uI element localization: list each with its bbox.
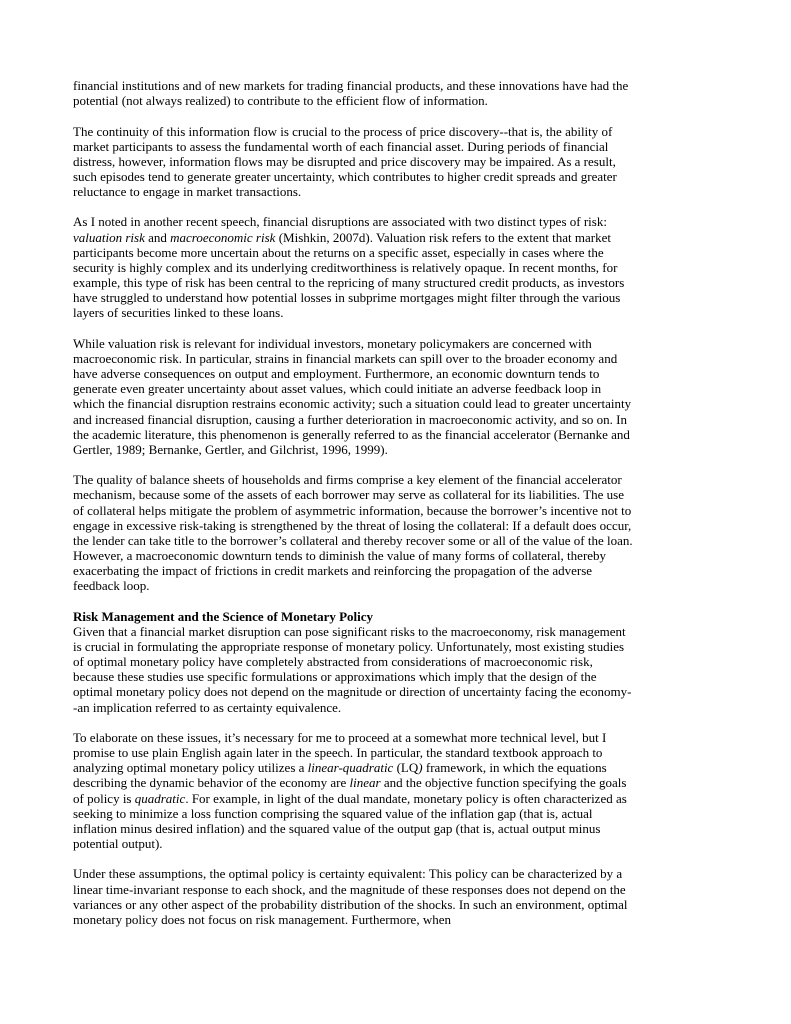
text-run: and the objective function specifying the goals of policy is	[73, 775, 627, 806]
paragraph-5: The quality of balance sheets of households and firms comprise a key element of the financial accelerator mechanism, because some of the assets of each borrower may serve as collateral for its liabilities. The use of collateral helps mitigate the problem of asymmetric information, because the borrower’s incentive not to engage in excessive risk-taking is strengthened by the threat of losing the collateral: If a default does occur, the lender can take title to the borrower’s collateral and thereby recover some or all of the value of the loan. However, a macroeconomic downturn tends to diminish the value of many forms of collateral, thereby exacerbating the impact of frictions in credit markets and reinforcing the propagation of the adverse feedback loop.	[73, 472, 633, 594]
text-run: To elaborate on these issues, it’s necessary for me to proceed at a somewhat more technical level, but I promise to use plain English again later in the speech. In particular, the standard textbook approach to analyzing optimal monetary policy utilizes a	[73, 729, 607, 776]
paragraph-2: The continuity of this information flow is crucial to the process of price discovery--that is, the ability of market participants to assess the fundamental worth of each financial asset. During periods of financial distress, however, information flows may be disrupted and price discovery may be impaired. As a result, such episodes tend to generate greater uncertainty, which contributes to higher credit spreads and greater reluctance to engage in market transactions.	[73, 123, 617, 200]
paragraph-3	[73, 214, 633, 320]
italic-term-quadratic: quadratic	[134, 790, 186, 806]
paragraph-4: While valuation risk is relevant for individual investors, monetary policymakers are concerned with macroeconomic risk. In particular, strains in financial markets can spill over to the broader economy and have adverse consequences on output and employment. Furthermore, an economic downturn tends to generate even greater uncertainty about asset values, which could initiate an adverse feedback loop in which the financial disruption restrains economic activity; such a situation could lead to greater uncertainty and increased financial disruption, causing a further deterioration in macroeconomic activity, and so on. In the academic literature, this phenomenon is generally referred to as the financial accelerator (Bernanke and Gertler, 1989; Bernanke, Gertler, and Gilchrist, 1996, 1999).	[73, 335, 632, 457]
italic-term-valuation-risk: valuation risk	[73, 229, 145, 245]
text-run: (Mishkin, 2007d). Valuation risk refers to the extent that market participants become more uncertain about the returns on a specific asset, especially in cases where the security is highly complex and its underlying creditworthiness is relatively opaque. In recent months, for example, this type of risk has been central to the repricing of many structured credit products, as investors have struggled to understand how potential losses in subprime mortgages might filter through the various layers of securities linked to these loans.	[73, 229, 625, 321]
section-heading: Risk Management and the Science of Monetary Policy	[73, 608, 374, 624]
text-run: framework, in which the equations describing the dynamic behavior of the economy are	[73, 760, 607, 791]
text-run: As I noted in another recent speech, financial disruptions are associated with two distinct types of risk:	[73, 214, 607, 230]
italic-term-linear-quadratic: linear-quadratic	[307, 760, 394, 776]
paragraph-7	[73, 730, 633, 851]
paragraph-8: Under these assumptions, the optimal policy is certainty equivalent: This policy can be characterized by a linear time-invariant response to each shock, and the magnitude of these responses does not depend on the variances or any other aspect of the probability distribution of the shocks. In such an environment, optimal monetary policy does not focus on risk management. Furthermore, when	[73, 866, 628, 927]
italic-paren: )	[418, 760, 423, 776]
italic-term-macroeconomic-risk: macroeconomic risk	[170, 229, 276, 245]
paragraph-1: financial institutions and of new markets for trading financial products, and these innovations have had the potential (not always realized) to contribute to the efficient flow of information.	[73, 78, 629, 109]
text-run: and	[144, 229, 171, 245]
italic-term-linear: linear	[349, 775, 381, 791]
text-run: (LQ	[393, 760, 419, 776]
text-run: . For example, in light of the dual mandate, monetary policy is often characterized as seeking to minimize a loss function comprising the squared value of the inflation gap (that is, actual inflation minus desired inflation) and the squared value of the output gap (that is, actual output minus potential output).	[73, 790, 627, 851]
paragraph-6: Given that a financial market disruption can pose significant risks to the macroeconomy, risk management is crucial in formulating the appropriate response of monetary policy. Unfortunately, most existing studies of optimal monetary policy have completely abstracted from considerations of macroeconomic risk, because these studies use specific formulations or approximations which imply that the design of the optimal monetary policy does not depend on the magnitude or direction of uncertainty facing the economy--an implication referred to as certainty equivalence.	[73, 623, 632, 715]
document-page	[73, 78, 633, 942]
